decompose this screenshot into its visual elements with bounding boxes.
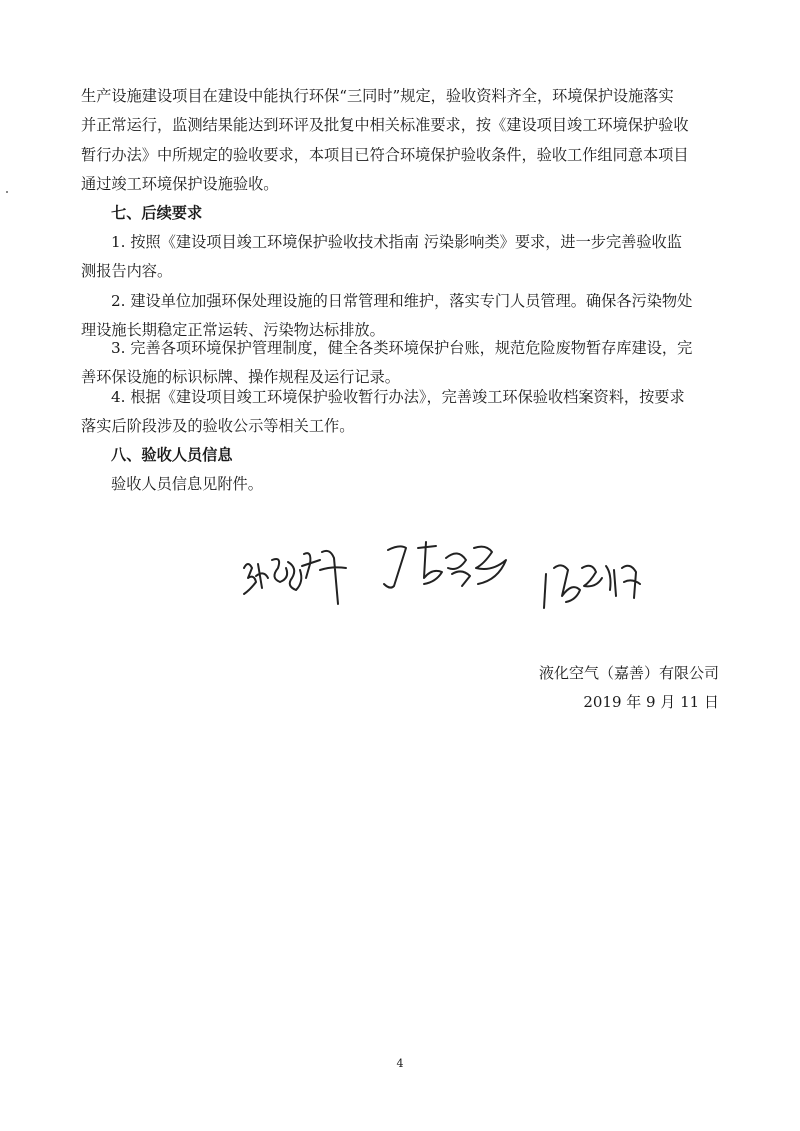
section8-text: 验收人员信息见附件。	[111, 475, 263, 493]
item-line: 理设施长期稳定正常运转、污染物达标排放。	[81, 321, 385, 340]
item-line: 善环保设施的标识标牌、操作规程及运行记录。	[81, 368, 400, 387]
intro-paragraph	[81, 82, 721, 200]
item-line: 1. 按照《建设项目竣工环境保护验收技术指南 污染影响类》要求，进一步完善验收监	[111, 233, 682, 251]
intro-line: 通过竣工环境保护设施验收。	[81, 175, 279, 194]
intro-line: 并正常运行，监测结果能达到环评及批复中相关标准要求，按《建设项目竣工环境保护验收	[81, 116, 689, 135]
item-line: 测报告内容。	[81, 262, 173, 281]
item-line: 4. 根据《建设项目竣工环境保护验收暂行办法》，完善竣工环保验收档案资料，按要求	[111, 388, 685, 406]
requirement-item-1	[81, 228, 721, 287]
document-date: 2019 年 9 月 11 日	[583, 693, 719, 711]
section8-heading: 八、验收人员信息	[111, 446, 233, 464]
intro-line: 生产设施建设项目在建设中能执行环保“三同时”规定，验收资料齐全，环境保护设施落实	[81, 87, 674, 105]
company-name: 液化空气（嘉善）有限公司	[538, 664, 719, 682]
signature-2	[366, 538, 516, 598]
intro-line: 暂行办法》中所规定的验收要求，本项目已符合环境保护验收条件，验收工作组同意本项目	[81, 145, 689, 164]
signature-1	[238, 538, 353, 608]
item-line: 3. 完善各项环境保护管理制度，健全各类环境保护台账，规范危险废物暂存库建设，完	[111, 339, 693, 357]
section7-heading: 七、后续要求	[111, 204, 203, 222]
signature-3	[540, 538, 652, 618]
item-line: 2. 建设单位加强环保处理设施的日常管理和维护，落实专门人员管理。确保各污染物处	[111, 292, 693, 310]
page-number: 4	[396, 1057, 404, 1070]
scan-mark	[6, 191, 8, 193]
item-line: 落实后阶段涉及的验收公示等相关工作。	[81, 417, 355, 436]
requirement-item-4	[81, 383, 721, 442]
